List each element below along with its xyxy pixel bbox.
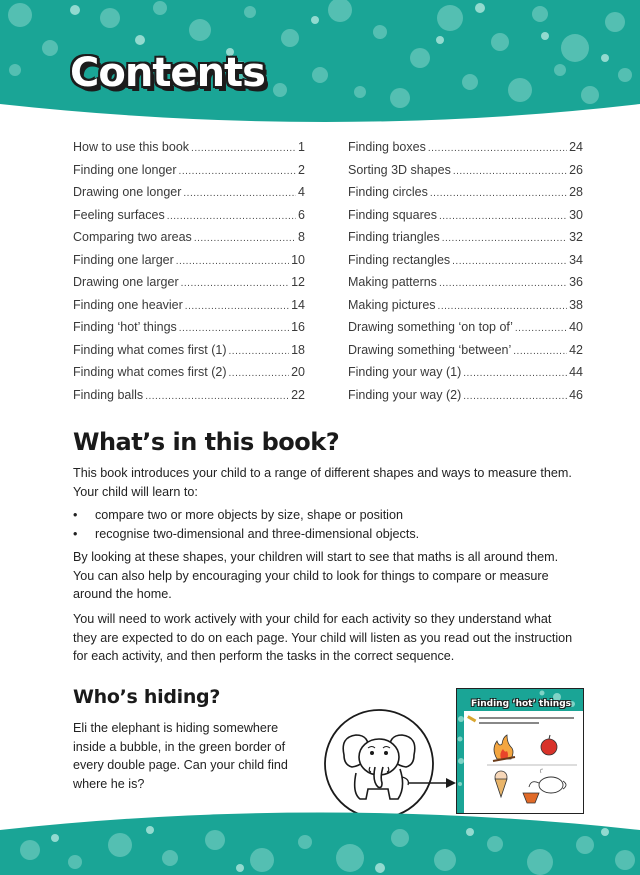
whats-in-heading: What’s in this book? [73,428,340,456]
toc-entry [73,230,305,253]
toc-leader-dots [463,391,567,402]
toc-entry-title: Finding what comes first (1) [73,342,227,357]
toc-entry-page: 32 [569,230,583,244]
toc-leader-dots [167,211,296,222]
toc-entry [348,365,583,388]
toc-entry-page: 6 [298,207,305,222]
toc-entry [73,388,305,411]
toc-right-column [348,140,583,410]
toc-entry-page: 30 [569,207,583,222]
toc-leader-dots [452,256,567,267]
toc-entry-title: Drawing something ‘on top of’ [348,320,513,334]
page-title: Contents [70,50,265,96]
toc-entry-title: Comparing two areas [73,230,192,244]
toc-entry [73,320,305,343]
toc-leader-dots [179,323,289,334]
toc-entry [348,320,583,343]
toc-leader-dots [438,301,568,312]
toc-entry-title: Drawing one longer [73,185,182,199]
toc-left-column [73,140,305,410]
intro-paragraph: This book introduces your child to a range of different shapes and ways to measure them. Your child will learn to: [73,466,572,499]
toc-entry-page: 46 [569,387,583,402]
toc-entry-title: Finding triangles [348,230,440,244]
toc-leader-dots [439,211,567,222]
toc-leader-dots [463,368,567,379]
whos-hiding-text: Eli the elephant is hiding somewhere inside a bubble, in the green border of every double page. Can your child find where he is? [73,721,288,791]
toc-entry [73,365,305,388]
toc-entry-title: Feeling surfaces [73,207,165,222]
toc-entry [73,275,305,298]
learning-bullets [73,506,419,543]
toc-entry-page: 36 [569,275,583,289]
toc-entry-page: 38 [569,297,583,312]
toc-entry [348,140,583,163]
toc-entry-title: Finding your way (1) [348,365,462,379]
toc-leader-dots [179,166,297,177]
toc-entry-page: 4 [298,185,305,199]
toc-entry-title: Finding boxes [348,140,426,154]
toc-entry-page: 16 [291,320,305,334]
toc-entry [73,185,305,208]
toc-entry-title: Finding rectangles [348,252,451,267]
toc-entry-title: Finding squares [348,207,437,222]
toc-leader-dots [453,166,567,177]
toc-entry [73,140,305,163]
toc-entry-page: 14 [291,297,305,312]
toc-leader-dots [229,346,290,357]
toc-entry-title: Sorting 3D shapes [348,162,451,177]
toc-leader-dots [194,233,296,244]
paragraph-shapes: By looking at these shapes, your children will start to see that maths is all around them. You can also help by encouraging your child to look for things to compare or measure around the home. [73,550,559,601]
toc-entry-title: Finding circles [348,185,428,199]
toc-entry [348,388,583,411]
toc-entry [73,343,305,366]
toc-entry-page: 12 [291,275,305,289]
toc-entry [348,343,583,366]
toc-entry-title: Finding ‘hot’ things [73,320,177,334]
whos-hiding-heading: Who’s hiding? [73,686,221,708]
toc-entry-title: Finding one longer [73,162,177,177]
toc-entry-title: Finding balls [73,387,144,402]
paragraph-activity: You will need to work actively with your child for each activity so they understand what they are expected to do on each page. Your child will listen as you read out the instruction for each activity, and then perform the tasks in the correct sequence. [73,612,573,663]
toc-entry [73,253,305,276]
toc-entry [348,208,583,231]
toc-entry-page: 18 [291,342,305,357]
toc-entry [348,163,583,186]
bullet-icon: • [73,526,78,541]
bullet-text: compare two or more objects by size, shape or position [95,508,403,522]
toc-entry-page: 2 [298,162,305,177]
toc-leader-dots [183,188,296,199]
toc-entry-page: 34 [569,252,583,267]
toc-leader-dots [191,143,296,154]
toc-entry [348,230,583,253]
toc-entry-page: 42 [569,342,583,357]
toc-entry [73,208,305,231]
toc-entry-title: Making patterns [348,275,437,289]
bullet-icon: • [73,508,78,522]
toc-entry [348,298,583,321]
thumbnail-title: Finding ‘hot’ things [471,699,572,709]
toc-entry-title: Drawing one larger [73,275,179,289]
toc-entry-title: Finding your way (2) [348,387,462,402]
toc-leader-dots [176,256,289,267]
bullet-text: recognise two-dimensional and three-dimensional objects. [95,526,420,541]
toc-entry-title: How to use this book [73,140,190,154]
toc-entry [348,253,583,276]
bubble-border-bottom [0,800,640,875]
toc-entry-page: 20 [291,365,305,379]
toc-leader-dots [181,278,289,289]
toc-entry [73,298,305,321]
toc-leader-dots [428,143,567,154]
toc-entry-title: Finding one heavier [73,297,183,312]
toc-entry-page: 22 [291,387,305,402]
arrow-right-icon [408,776,458,790]
toc-entry-title: Drawing something ‘between’ [348,342,512,357]
top-banner [0,0,640,140]
toc-entry-title: Finding one larger [73,252,174,267]
toc-entry-page: 1 [298,140,305,154]
toc-entry [73,163,305,186]
list-item [73,506,419,525]
toc-entry-page: 10 [291,252,305,267]
toc-entry-page: 40 [569,320,583,334]
page-thumbnail [456,688,584,814]
toc-leader-dots [430,188,567,199]
toc-entry-page: 28 [569,185,583,199]
toc-entry-page: 26 [569,162,583,177]
toc-entry-page: 24 [569,140,583,154]
toc-entry-title: Making pictures [348,297,436,312]
toc-leader-dots [442,233,567,244]
toc-leader-dots [145,391,289,402]
toc-entry-title: Finding what comes first (2) [73,365,227,379]
toc-entry [348,185,583,208]
toc-entry-page: 44 [569,365,583,379]
toc-entry [348,275,583,298]
toc-leader-dots [515,323,567,334]
toc-leader-dots [513,346,567,357]
bottom-banner [0,800,640,875]
toc-leader-dots [439,278,567,289]
toc-entry-page: 8 [298,230,305,244]
toc-leader-dots [185,301,289,312]
list-item [73,525,419,544]
toc-leader-dots [229,368,290,379]
